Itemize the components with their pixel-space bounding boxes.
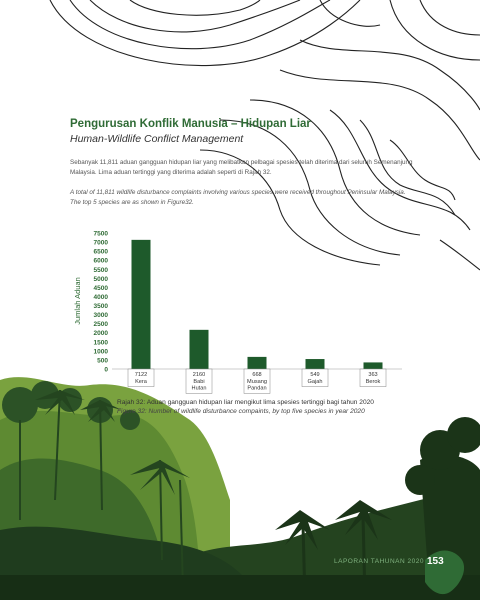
y-tick-label: 2500 [93,321,108,329]
y-tick-label: 6500 [93,248,108,256]
page-number: 153 [427,556,444,567]
y-tick-label: 3500 [93,303,108,311]
y-tick-label: 6000 [93,257,108,265]
data-label: 549 [310,372,320,378]
y-tick-label: 4000 [93,293,108,301]
paragraph-en: A total of 11,811 wildlife disturbance complaints involving various species were received throughout Peninsular Malaysia. The top 5 species are as shown in Figure32. [70,189,406,206]
figure-caption-en: Figure 32: Number of wildlife disturbance compaints, by top five species in year 2020 [117,408,365,415]
y-tick-label: 1000 [93,348,108,356]
category-label: Kera [135,378,147,385]
data-label: 363 [368,372,378,378]
category-label: Pandan [247,385,267,392]
y-tick-label: 0 [104,366,108,374]
category-label: Berok [365,378,381,385]
y-tick-label: 4500 [93,284,108,292]
y-tick-label: 5000 [93,275,108,283]
data-label: 668 [252,372,262,378]
section-title-en: Human-Wildlife Conflict Management [70,133,244,145]
bar [132,240,151,369]
category-label: Babi [193,378,205,385]
y-tick-label: 1500 [93,339,108,347]
annual-report-label: LAPORAN TAHUNAN 2020 [334,558,424,565]
section-title-ms: Pengurusan Konflik Manusia – Hidupan Liar [70,118,311,130]
y-tick-label: 5500 [93,266,108,274]
data-label: 7122 [134,372,148,378]
y-tick-label: 7000 [93,239,108,247]
paragraph-ms: Sebanyak 11,811 aduan gangguan hidupan liar yang melibatkan pelbagai spesies telah diterima dari seluruh Semenanjung Malaysia. Lima aduan tertinggi yang diterima adalah seperti di Rajah 32. [70,159,413,176]
y-tick-label: 2000 [93,330,108,338]
y-tick-label: 7500 [93,230,108,238]
figure-caption-ms: Rajah 32: Aduan gangguan hidupan liar mengikut lima spesies tertinggi bagi tahun 2020 [117,399,374,406]
category-label: Gajah [307,378,323,385]
y-axis-label: Jumlah Aduan [73,277,82,325]
y-tick-label: 3000 [93,312,108,320]
y-tick-label: 500 [97,357,108,365]
category-label: Hutan [191,385,207,392]
category-label: Musang [247,378,267,385]
data-label: 2160 [192,372,206,378]
